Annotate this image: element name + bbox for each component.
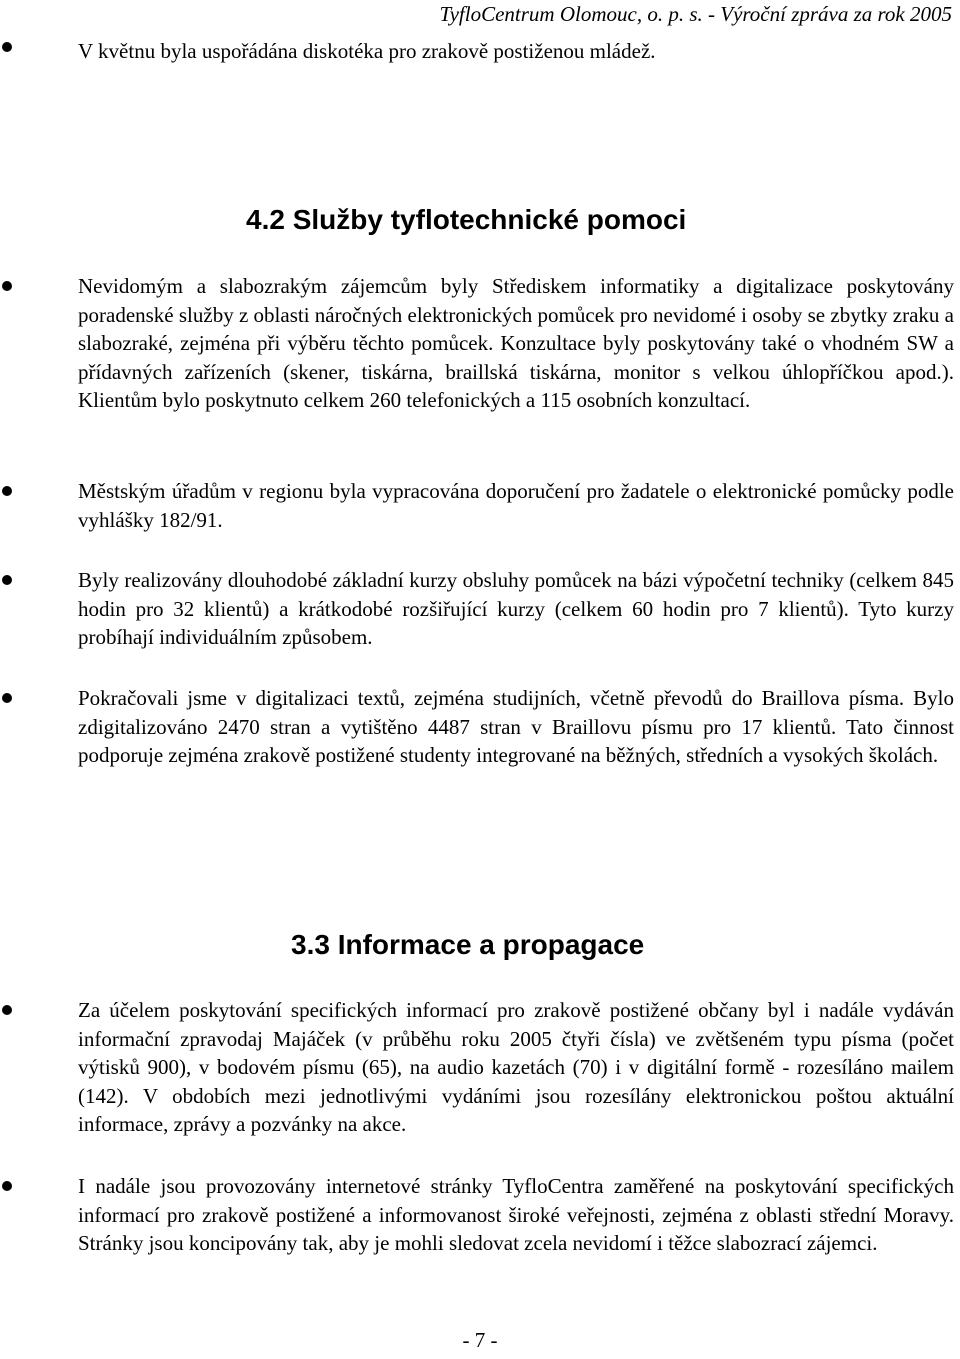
paragraph: Nevidomým a slabozrakým zájemcům byly Střediskem informatiky a digitalizace poskytovány poradenské služby z oblasti náročných elektronických pomůcek pro nevidomé i osoby se zbytky zraku a slabozraké, zejména při výběru těchto pomůcek. Konzultace byly poskytovány také o vhodném SW a přídavných zařízeních (skener, tiskárna, braillská tiskárna, monitor s velkou úhlopříčkou apod.). Klientům bylo poskytnuto celkem 260 telefonických a 115 osobních konzultací. xyxy=(78,274,954,413)
paragraph: I nadále jsou provozovány internetové stránky TyfloCentra zaměřené na poskytování specifických informací pro zrakově postižené a informovanost široké veřejnosti, zejména z oblasti střední Moravy. Stránky jsou koncipovány tak, aby je mohli sledovat zcela nevidomí i těžce slabozrací zájemci. xyxy=(78,1174,954,1256)
paragraph: Městským úřadům v regionu byla vypracována doporučení pro žadatele o elektronické pomůcky podle vyhlášky 182/91. xyxy=(78,479,954,532)
intro-bullet-text: V květnu byla uspořádána diskotéka pro zrakově postiženou mládež. xyxy=(78,39,656,63)
paragraph: Byly realizovány dlouhodobé základní kurzy obsluhy pomůcek na bázi výpočetní techniky (celkem 845 hodin pro 32 klientů) a krátkodobé rozšiřující kurzy (celkem 60 hodin pro 7 klientů). Tyto kurzy probíhají individuálním způsobem. xyxy=(78,568,954,650)
paragraph: Pokračovali jsme v digitalizaci textů, zejména studijních, včetně převodů do Braillova písma. Bylo zdigitalizováno 2470 stran a vytištěno 4487 stran v Braillovu písmu pro 17 klientů. Tato činnost podporuje zejména zrakově postižené studenty integrované na běžných, středních a vysokých školách. xyxy=(78,686,954,768)
document-header: TyfloCentrum Olomouc, o. p. s. - Výroční zpráva za rok 2005 xyxy=(439,2,952,26)
paragraph: Za účelem poskytování specifických informací pro zrakově postižené občany byl i nadále vydáván informační zpravodaj Majáček (v průběhu roku 2005 čtyři čísla) ve zvětšeném typu písma (počet výtisků 900), v bodovém písmu (65), na audio kazetách (70) i v digitální formě - rozesíláno mailem (142). V obdobích mezi jednotlivými vydáními jsou rozesílány elektronickou poštou aktuální informace, zprávy a pozvánky na akce. xyxy=(78,998,954,1137)
page-number: - 7 - xyxy=(462,1328,498,1352)
section-heading-4-2: 4.2 Služby tyflotechnické pomoci xyxy=(246,204,687,235)
section-heading-3-3: 3.3 Informace a propagace xyxy=(291,929,645,960)
